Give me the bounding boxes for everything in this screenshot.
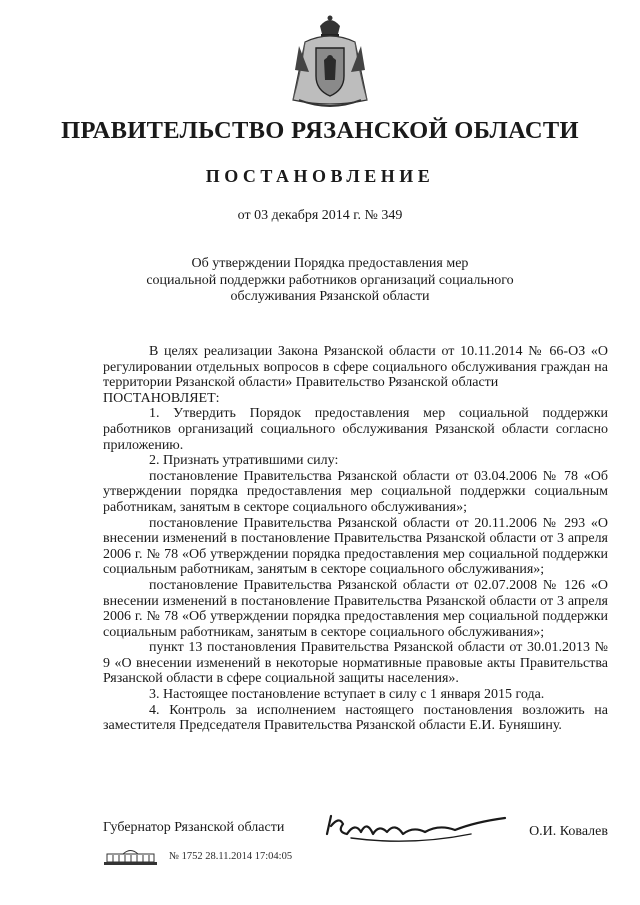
government-title: ПРАВИТЕЛЬСТВО РЯЗАНСКОЙ ОБЛАСТИ (61, 117, 579, 144)
paragraph-preamble: В целях реализации Закона Рязанской области от 10.11.2014 № 66-ОЗ «О регулировании отдельных вопросов в сфере социального обслуживания граждан на территории Рязанской области» Правительство Рязанской области (103, 344, 608, 391)
subject-line: обслуживания Рязанской области (230, 289, 430, 304)
document-subject (140, 256, 520, 306)
signature-block (103, 818, 608, 842)
paragraph-repealed-4: пункт 13 постановления Правительства Рязанской области от 30.01.2013 № 9 «О внесении изменений в некоторые нормативные правовые акты Правительства Рязанской области в сфере социальной защиты населения». (103, 640, 608, 687)
document-type: ПОСТАНОВЛЕНИЕ (205, 166, 435, 186)
paragraph-repealed-1: постановление Правительства Рязанской области от 03.04.2006 № 78 «Об утверждении порядка предоставления мер социальной поддержки социальным работникам, занятым в секторе социального обслуживания»; (103, 468, 608, 515)
paragraph-item-3: 3. Настоящее постановление вступает в силу с 1 января 2015 года. (149, 687, 545, 703)
paragraph-repealed-2: постановление Правительства Рязанской области от 20.11.2006 № 293 «О внесении изменений в постановление Правительства Рязанской области от 3 апреля 2006 г. № 78 «Об утверждении порядка предоставления мер социальной поддержки социальным работникам, занятым в секторе социального обслуживания»; (103, 515, 608, 578)
paragraph-repealed-3: постановление Правительства Рязанской области от 02.07.2008 № 126 «О внесении изменений в постановление Правительства Рязанской области от 3 апреля 2006 г. № 78 «Об утверждении порядка предоставления мер социальной поддержки социальным работникам, занятым в секторе социального обслуживания»; (103, 577, 608, 640)
coat-of-arms-emblem (285, 12, 375, 112)
signer-title: Губернатор Рязанской области (103, 820, 285, 835)
paragraph-item-4: 4. Контроль за исполнением настоящего постановления возложить на заместителя Председателя Правительства Рязанской области Е.И. Буняшину. (103, 702, 608, 734)
document-date-number: от 03 декабря 2014 г. № 349 (237, 208, 403, 223)
handwritten-signature (321, 812, 511, 848)
paragraph-item-1: 1. Утвердить Порядок предоставления мер социальной поддержки работников организаций социального обслуживания Рязанской области согласно приложению. (103, 406, 608, 453)
signer-name: О.И. Ковалев (529, 824, 608, 839)
registry-building-icon (103, 848, 158, 866)
paragraph-resolves: ПОСТАНОВЛЯЕТ: (103, 390, 220, 406)
registration-number: № 1752 28.11.2014 17:04:05 (169, 851, 293, 862)
subject-line: социальной поддержки работников организаций социального (146, 272, 514, 288)
document-body (103, 344, 608, 734)
paragraph-item-2: 2. Признать утратившими силу: (149, 453, 339, 469)
subject-line: Об утверждении Порядка предоставления мер (191, 256, 469, 271)
